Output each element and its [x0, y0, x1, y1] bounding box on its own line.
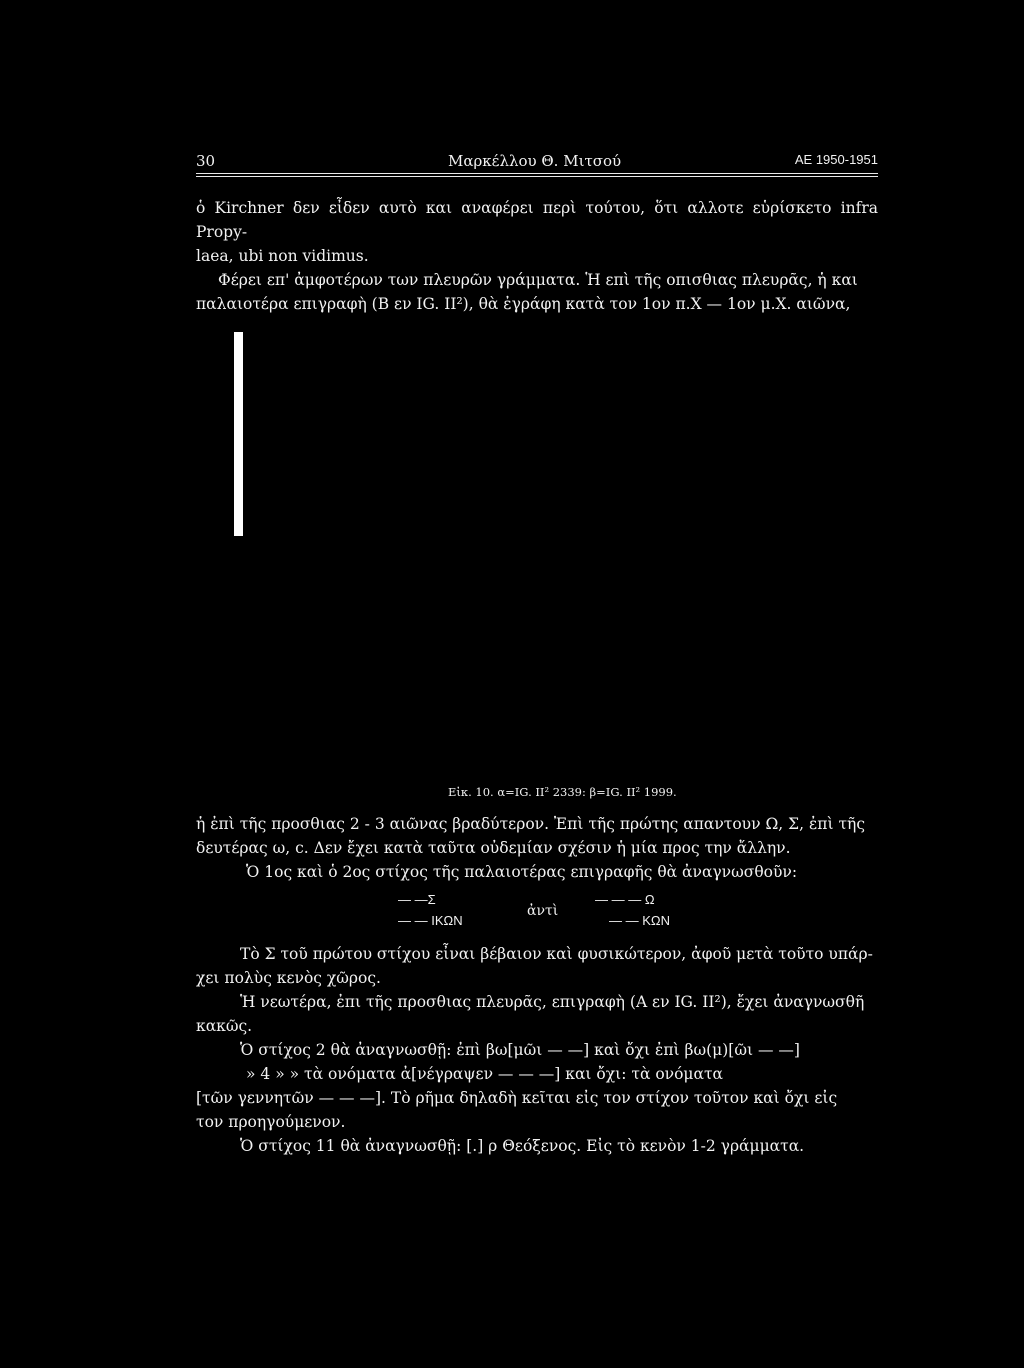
text-line: [τῶν γεννητῶν — — —]. Τὸ ρῆμα δηλαδὴ κεῖται εἰς τον στίχον τοῦτον καὶ ὄχι εἰς — [196, 1089, 838, 1107]
text-line: ἡ ἐπὶ τῆς προσθιας 2 - 3 αιῶνας βραδύτερον. Ἐπὶ τῆς πρώτης απαντουν Ω, Σ, ἐπὶ τῆς — [196, 815, 866, 833]
page-number: 30 — [196, 152, 216, 170]
text-line: » 4 » » τὰ ονόματα ἀ[νέγραψεν — — —] και ὄχι: τὰ ονόματα — [246, 1065, 724, 1083]
paragraph-intro — [196, 196, 878, 316]
text-line: Ὁ 1ος καὶ ὁ 2ος στίχος τῆς παλαιοτέρας επιγραφῆς θὰ ἀναγνωσθοῦν: — [246, 863, 798, 881]
text-line: τον προηγούμενον. — [196, 1113, 346, 1131]
text-line: δευτέρας ω, ϲ. Δεν ἔχει κατὰ ταῦτα οὐδεμίαν σχέσιν ἡ μία προς την ἄλλην. — [196, 839, 791, 857]
paragraph-readings — [196, 942, 878, 1158]
text-line: παλαιοτέρα επιγραφὴ (Β εν IG. II²), θὰ ἐγράφη κατὰ τον 1ον π.Χ — 1ον μ.Χ. αιῶνα, — [196, 295, 851, 313]
paragraph-comparison — [196, 812, 878, 884]
text-line: ὁ Kirchner δεν εἶδεν αυτὸ και αναφέρει περὶ τούτου, ὅτι αλλοτε εὑρίσκετο infra Propy- — [196, 199, 878, 241]
inscription-middle-word: ἀντὶ — [527, 903, 559, 919]
header-rule-bottom — [196, 176, 878, 177]
text-line: Ἡ νεωτέρα, ἐπι τῆς προσθιας πλευρᾶς, επιγραφὴ (Α εν IG. II²), ἔχει ἀναγνωσθῆ — [240, 993, 865, 1011]
text-line: Φέρει επ' ἀμφοτέρων των πλευρῶν γράμματα. Ἡ επὶ τῆς οπισθιας πλευρᾶς, ἡ και — [218, 271, 858, 289]
inscription-right-line2: — — ΚΩΝ — [609, 913, 671, 928]
inscription-left-line2: — — ΙΚΩΝ — [398, 913, 463, 928]
figure-caption: Εἰκ. 10. α=IG. II² 2339: β=IG. II² 1999. — [448, 785, 677, 799]
text-line: Τὸ Σ τοῦ πρώτου στίχου εἶναι βέβαιον καὶ φυσικώτερον, ἀφοῦ μετὰ τοῦτο υπάρ- — [240, 945, 873, 963]
text-line: χει πολὺς κενὸς χῶρος. — [196, 969, 381, 987]
figure-image — [234, 332, 243, 536]
text-line: Ὁ στίχος 2 θὰ ἀναγνωσθῇ: ἐπὶ βω[μῶι — —] καὶ ὄχι ἐπὶ βω(μ)[ῶι — —] — [240, 1041, 800, 1059]
text-line: κακῶς. — [196, 1017, 253, 1035]
inscription-right-line1: — — — Ω — [595, 892, 655, 907]
text-line: laea, ubi non vidimus. — [196, 247, 369, 265]
article-author-title: Μαρκέλλου Θ. Μιτσού — [448, 152, 622, 170]
text-line: Ὁ στίχος 11 θὰ ἀναγνωσθῇ: [.] ρ Θεόξενος. Εἰς τὸ κενὸν 1-2 γράμματα. — [240, 1137, 805, 1155]
header-rule-top — [196, 173, 878, 174]
inscription-left-line1: — —Σ — [398, 892, 436, 907]
journal-reference: ΑΕ 1950-1951 — [794, 152, 878, 167]
